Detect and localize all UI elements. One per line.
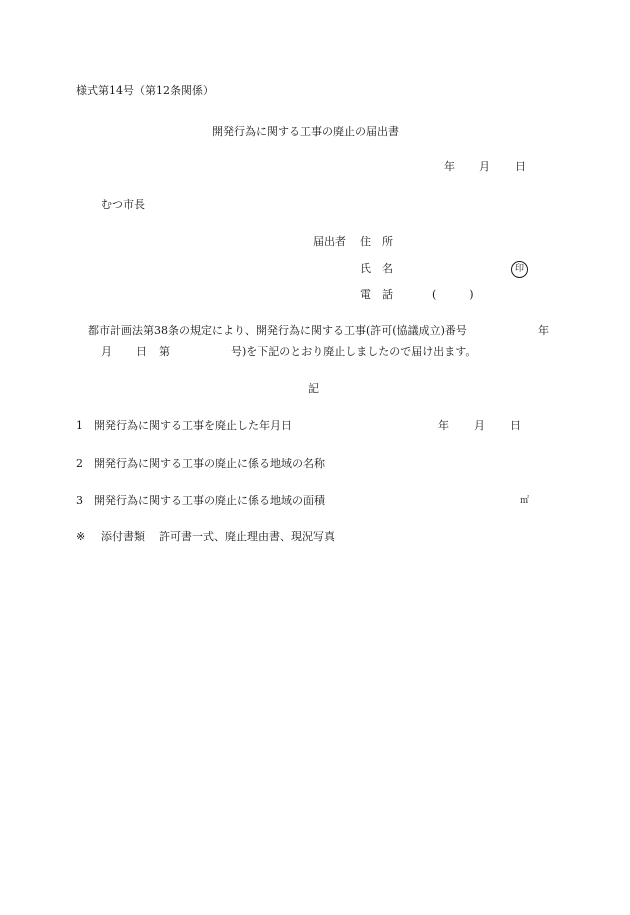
addressee: むつ市長 bbox=[101, 198, 145, 211]
name-label: 氏 名 bbox=[360, 262, 393, 275]
attachments-label: 添付書類 bbox=[101, 530, 145, 543]
date-year: 年 bbox=[444, 160, 455, 173]
notifier-label: 届出者 bbox=[313, 235, 346, 248]
item-day: 日 bbox=[510, 419, 521, 432]
item-unit: ㎡ bbox=[520, 496, 530, 506]
item-text: 開発行為に関する工事の廃止に係る地域の面積 bbox=[94, 494, 325, 507]
item-text: 開発行為に関する工事を廃止した年月日 bbox=[94, 419, 292, 432]
body-line1-year: 年 bbox=[538, 324, 549, 337]
body-line2-month: 月 bbox=[101, 345, 112, 358]
attachments-mark: ※ bbox=[76, 530, 86, 543]
date-day: 日 bbox=[515, 160, 526, 173]
item-text: 開発行為に関する工事の廃止に係る地域の名称 bbox=[94, 457, 325, 470]
item-number: 3 bbox=[76, 494, 83, 507]
form-number: 様式第14号（第12条関係） bbox=[76, 84, 214, 97]
seal-mark: 印 bbox=[511, 261, 528, 278]
phone-parens: ( ) bbox=[432, 288, 474, 301]
item-number: 1 bbox=[76, 419, 83, 432]
address-label: 住 所 bbox=[360, 235, 393, 248]
body-line2-no: 第 bbox=[159, 345, 170, 358]
date-month: 月 bbox=[479, 160, 490, 173]
item-number: 2 bbox=[76, 457, 83, 470]
item-month: 月 bbox=[474, 419, 485, 432]
item-year: 年 bbox=[438, 419, 449, 432]
body-line2-day: 日 bbox=[136, 345, 147, 358]
body-line1: 都市計画法第38条の規定により、開発行為に関する工事(許可(協議成立)番号 bbox=[88, 324, 467, 337]
body-line2-rest: 号)を下記のとおり廃止しましたので届け出ます。 bbox=[231, 345, 477, 358]
ki-heading: 記 bbox=[308, 382, 319, 395]
phone-label: 電 話 bbox=[360, 288, 393, 301]
document-title: 開発行為に関する工事の廃止の届出書 bbox=[212, 125, 399, 138]
attachments-text: 許可書一式、廃止理由書、現況写真 bbox=[159, 530, 335, 543]
